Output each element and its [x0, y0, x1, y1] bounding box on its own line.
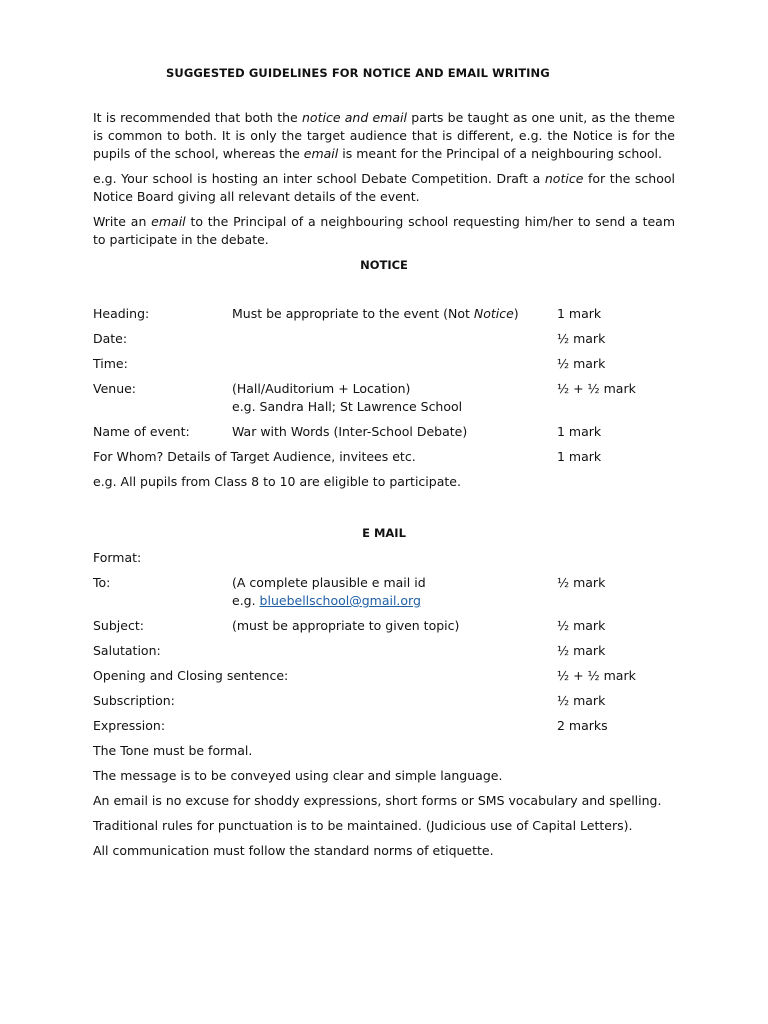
text-run: It is recommended that both the [93, 110, 302, 125]
row-label: Heading: [93, 306, 150, 321]
notice-row-whom [93, 448, 675, 466]
row-description: War with Words (Inter-School Debate) [232, 424, 468, 439]
notice-row-event [93, 423, 675, 441]
row-marks: 1 mark [557, 449, 602, 464]
email-note: An email is no excuse for shoddy expressions, short forms or SMS vocabulary and spelling. [93, 793, 662, 808]
emphasis-text: email [303, 146, 339, 161]
row-marks: 1 mark [557, 424, 602, 439]
emphasis-text: notice [544, 171, 584, 186]
text-run: Must be appropriate to the event (Not [232, 306, 474, 321]
text-line: (A complete plausible e mail id [232, 575, 426, 590]
text-run: to the Principal of a neighbouring school requesting him/her to send a team to participate in the debate. [93, 214, 676, 247]
intro-paragraph-2 [93, 170, 675, 206]
row-label: Name of event: [93, 424, 190, 439]
row-description: (must be appropriate to given topic) [232, 618, 460, 633]
row-label: Subject: [93, 618, 144, 633]
row-marks: ½ + ½ mark [557, 381, 636, 396]
row-description [232, 574, 426, 610]
emphasis-text: email [151, 214, 186, 229]
text-line: e.g. Sandra Hall; St Lawrence School [232, 399, 463, 414]
row-label: For Whom? Details of Target Audience, invitees etc. [93, 449, 416, 464]
email-link[interactable]: bluebellschool@gmail.org [259, 593, 421, 608]
notice-row-venue [93, 380, 675, 416]
email-row-expression [93, 717, 675, 735]
row-marks: ½ + ½ mark [557, 668, 636, 683]
document-page [93, 66, 675, 860]
email-heading: E MAIL [362, 526, 406, 540]
row-label: Time: [93, 356, 128, 371]
notice-heading: NOTICE [360, 258, 408, 272]
row-label: Salutation: [93, 643, 161, 658]
email-note: The message is to be conveyed using clear and simple language. [93, 768, 503, 783]
row-label: Venue: [93, 381, 137, 396]
row-marks: ½ mark [557, 575, 606, 590]
email-row-subscription [93, 692, 675, 710]
text-run: is meant for the Principal of a neighbouring school. [338, 146, 663, 161]
email-note: All communication must follow the standard norms of etiquette. [93, 843, 494, 858]
emphasis-text: Notice [473, 306, 514, 321]
text-run: ) [513, 306, 519, 321]
notice-row-time [93, 355, 675, 373]
notice-example: e.g. All pupils from Class 8 to 10 are eligible to participate. [93, 474, 461, 489]
row-label: Opening and Closing sentence: [93, 668, 289, 683]
text-line: (Hall/Auditorium + Location) [232, 381, 411, 396]
text-run: e.g. Your school is hosting an inter school Debate Competition. Draft a [93, 171, 545, 186]
row-marks: ½ mark [557, 693, 606, 708]
row-label: Expression: [93, 718, 166, 733]
text-line [232, 592, 426, 610]
email-row-subject [93, 617, 675, 635]
email-format-label: Format: [93, 550, 142, 565]
notice-row-heading [93, 305, 675, 323]
row-label: Subscription: [93, 693, 175, 708]
row-label: Date: [93, 331, 128, 346]
emphasis-text: notice and email [302, 110, 408, 125]
intro-paragraph-3 [93, 213, 675, 249]
row-marks: ½ mark [557, 643, 606, 658]
email-row-to [93, 574, 675, 610]
row-marks: 2 marks [557, 718, 608, 733]
text-run: parts be taught as one unit, as the theme is common to both. It is only the target audience that is different, e.g. the Notice is for the pupils of the school, whereas the [93, 110, 675, 161]
row-marks: ½ mark [557, 356, 606, 371]
document-title: SUGGESTED GUIDELINES FOR NOTICE AND EMAIL WRITING [166, 66, 550, 80]
email-note: Traditional rules for punctuation is to be maintained. (Judicious use of Capital Letters). [93, 818, 633, 833]
email-row-salutation [93, 642, 675, 660]
email-row-opening [93, 667, 675, 685]
row-description [232, 305, 519, 323]
row-label: To: [93, 575, 111, 590]
text-run: Write an [93, 214, 152, 229]
notice-row-date [93, 330, 675, 348]
row-marks: 1 mark [557, 306, 602, 321]
text-run: e.g. [232, 593, 260, 608]
row-marks: ½ mark [557, 331, 606, 346]
email-note: The Tone must be formal. [93, 743, 253, 758]
intro-paragraph-1 [93, 109, 675, 163]
row-marks: ½ mark [557, 618, 606, 633]
text-run: for the school Notice Board giving all relevant details of the event. [93, 171, 675, 204]
row-description [232, 380, 462, 416]
